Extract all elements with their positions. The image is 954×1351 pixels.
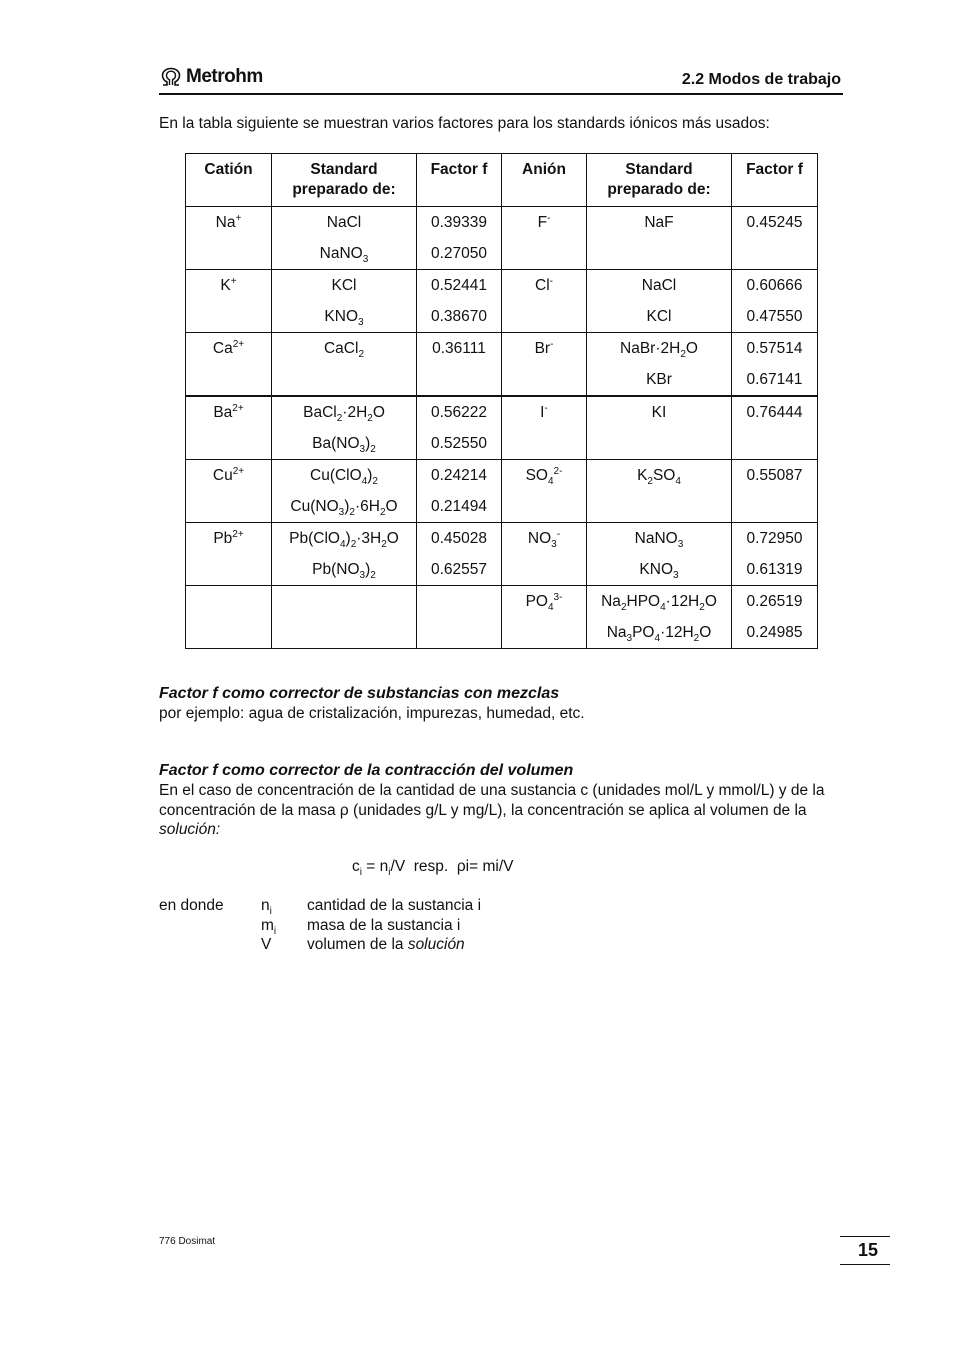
cation-factor-cell <box>417 207 502 270</box>
ionic-factors-table <box>185 153 818 649</box>
cell-line: NaNO$_3$ <box>634 530 684 551</box>
cell-line: 0.45028 <box>430 530 488 547</box>
definitions-lead: en donde <box>159 897 224 914</box>
cell-line: $Na_2HPO_4\cdot 12H_2O$ <box>601 593 717 614</box>
cation-factor-cell <box>417 586 502 649</box>
table-row <box>186 207 818 270</box>
cell-line: 0.36111 <box>432 340 486 357</box>
cell-line: Cl- <box>535 275 553 294</box>
cation-cell <box>186 460 272 523</box>
cation-factor-cell <box>417 460 502 523</box>
footer-rule-bottom <box>840 1264 890 1265</box>
table-row <box>186 460 818 523</box>
cell-line: $Pb(NO_3)_2$ <box>312 561 376 582</box>
cell-line: $PO_4^{3-}$ <box>525 591 563 614</box>
cell-line: 0.21494 <box>430 498 488 515</box>
definition-symbol: $n_i$ <box>261 897 272 918</box>
cation-cell <box>186 207 272 270</box>
anion-standard-cell <box>587 396 732 460</box>
definition-symbol: V <box>261 936 272 953</box>
cell-line: K+ <box>220 275 237 294</box>
cell-line: $Cu^{2+}$ <box>212 465 245 484</box>
cation-standard-cell <box>272 396 417 460</box>
cell-line: $SO_4^{2-}$ <box>525 465 563 488</box>
cation-standard-cell <box>272 523 417 586</box>
anion-factor-cell <box>732 586 818 649</box>
cell-line: 0.39339 <box>430 214 488 231</box>
table-row <box>186 333 818 397</box>
cell-line: KI <box>651 404 667 421</box>
anion-cell <box>502 270 587 333</box>
section-title: 2.2 Modos de trabajo <box>681 71 841 88</box>
concentration-formula: $c_i = n_i/V$ resp. ρi= mi/V <box>352 858 514 879</box>
header-cation-standard: Standard preparado de: <box>272 154 417 207</box>
anion-standard-cell <box>587 523 732 586</box>
anion-cell <box>502 396 587 460</box>
metrohm-logo <box>160 66 263 88</box>
cell-line: $Ba^{2+}$ <box>213 402 244 421</box>
cell-line: 0.61319 <box>746 561 803 578</box>
anion-standard-cell <box>587 586 732 649</box>
cell-line: 0.67141 <box>746 371 803 388</box>
cell-line: KBr <box>646 371 672 388</box>
cell-line: 0.72950 <box>746 530 803 547</box>
definition-text: volumen de la solución <box>307 936 465 953</box>
cell-line: $Cu(NO_3)_2\cdot 6H_2O$ <box>290 498 398 519</box>
anion-cell <box>502 207 587 270</box>
cell-line: $BaCl_2\cdot 2H_2O$ <box>303 404 385 425</box>
cell-line: KCl <box>646 308 672 325</box>
cell-line: $Ba(NO_3)_2$ <box>312 435 376 456</box>
anion-standard-cell <box>587 460 732 523</box>
cell-line: 0.47550 <box>746 308 803 325</box>
anion-factor-cell <box>732 460 818 523</box>
cell-line: 0.38670 <box>430 308 488 325</box>
cell-line: NaNO$_3$ <box>319 245 369 266</box>
cell-line: $KNO_3$ <box>639 561 679 582</box>
anion-factor-cell <box>732 396 818 460</box>
anion-cell <box>502 523 587 586</box>
cell-line: 0.55087 <box>746 467 803 484</box>
omega-logo-icon <box>160 67 182 87</box>
cell-line: NaCl <box>641 277 677 294</box>
cell-line: 0.45245 <box>746 214 803 231</box>
cell-line: $Pb^{2+}$ <box>213 528 244 547</box>
anion-factor-cell <box>732 333 818 397</box>
section2-title: Factor f como corrector de la contracción del volumen <box>159 762 574 779</box>
definition-symbol: $m_i$ <box>261 916 277 937</box>
cell-line: 0.56222 <box>430 404 488 421</box>
cation-factor-cell <box>417 333 502 397</box>
cell-line: $K_2SO_4$ <box>637 467 681 488</box>
cell-line: $Pb(ClO_4)_2\cdot 3H_2O$ <box>289 530 399 551</box>
cation-cell <box>186 270 272 333</box>
cell-line: $NO_3^-$ <box>527 528 561 551</box>
table-row <box>186 270 818 333</box>
cell-line: 0.52441 <box>430 277 488 294</box>
cation-factor-cell <box>417 523 502 586</box>
section1-title: Factor f como corrector de substancias con mezclas <box>159 685 560 702</box>
header-cation-factor: Factor f <box>417 154 502 207</box>
cell-line: $Ca^{2+}$ <box>212 338 245 357</box>
cell-line: 0.60666 <box>746 277 803 294</box>
cation-standard-cell <box>272 333 417 397</box>
cell-line: 0.57514 <box>746 340 803 357</box>
cell-line: 0.52550 <box>430 435 488 452</box>
cell-line: Na+ <box>215 212 242 231</box>
page-number: 15 <box>857 1240 878 1260</box>
cell-line: Br- <box>534 338 554 357</box>
cation-standard-cell <box>272 586 417 649</box>
cell-line: NaF <box>644 214 674 231</box>
table-row <box>186 523 818 586</box>
brand-name: Metrohm <box>186 66 263 87</box>
cell-line: I- <box>540 402 548 421</box>
anion-standard-cell <box>587 270 732 333</box>
cell-line: $KNO_3$ <box>324 308 364 329</box>
cell-line: $NaBr\cdot 2H_2O$ <box>620 340 698 361</box>
cell-line: 0.26519 <box>746 593 803 610</box>
anion-standard-cell <box>587 207 732 270</box>
cation-cell <box>186 523 272 586</box>
cation-standard-cell <box>272 270 417 333</box>
cell-line: 0.24985 <box>746 624 803 641</box>
anion-factor-cell <box>732 523 818 586</box>
intro-text: En la tabla siguiente se muestran varios factores para los standards iónicos más usados: <box>159 115 770 132</box>
cell-line: NaCl <box>326 214 362 231</box>
cation-factor-cell <box>417 396 502 460</box>
cell-line: 0.76444 <box>746 404 803 421</box>
anion-standard-cell <box>587 333 732 397</box>
cell-line: 0.24214 <box>430 467 488 484</box>
anion-factor-cell <box>732 270 818 333</box>
cell-line: $Cu(ClO_4)_2$ <box>310 467 378 488</box>
cation-standard-cell <box>272 460 417 523</box>
header-cation: Catión <box>186 154 272 207</box>
cation-cell <box>186 396 272 460</box>
section2-body: En el caso de concentración de la cantidad de una sustancia c (unidades mol/L y mmol/L) y de la concentración de la masa ρ (unidades g/L y mg/L), la concentración se aplica al volumen de la solución: <box>159 782 825 838</box>
footer-document-name: 776 Dosimat <box>159 1236 216 1247</box>
section1-body: por ejemplo: agua de cristalización, impurezas, humedad, etc. <box>159 705 585 722</box>
cation-cell <box>186 333 272 397</box>
definition-text: cantidad de la sustancia i <box>307 897 482 914</box>
header-rule <box>159 93 843 95</box>
anion-cell <box>502 586 587 649</box>
anion-cell <box>502 460 587 523</box>
cell-line: 0.27050 <box>430 245 488 262</box>
cell-line: KCl <box>331 277 357 294</box>
anion-factor-cell <box>732 207 818 270</box>
cation-factor-cell <box>417 270 502 333</box>
footer-rule-top <box>840 1236 890 1237</box>
table-header-row <box>186 154 818 207</box>
anion-cell <box>502 333 587 397</box>
header-anion: Anión <box>502 154 587 207</box>
table-body <box>186 207 818 649</box>
cation-cell <box>186 586 272 649</box>
definition-text: masa de la sustancia i <box>307 916 461 934</box>
cation-standard-cell <box>272 207 417 270</box>
header-anion-factor: Factor f <box>732 154 818 207</box>
table-row <box>186 586 818 649</box>
table-row <box>186 396 818 460</box>
cell-line: $Na_3PO_4\cdot 12H_2O$ <box>606 624 712 645</box>
cell-line: CaCl$_2$ <box>323 340 364 361</box>
cell-line: F- <box>537 212 551 231</box>
cell-line: 0.62557 <box>430 561 488 578</box>
header-anion-standard: Standard preparado de: <box>587 154 732 207</box>
